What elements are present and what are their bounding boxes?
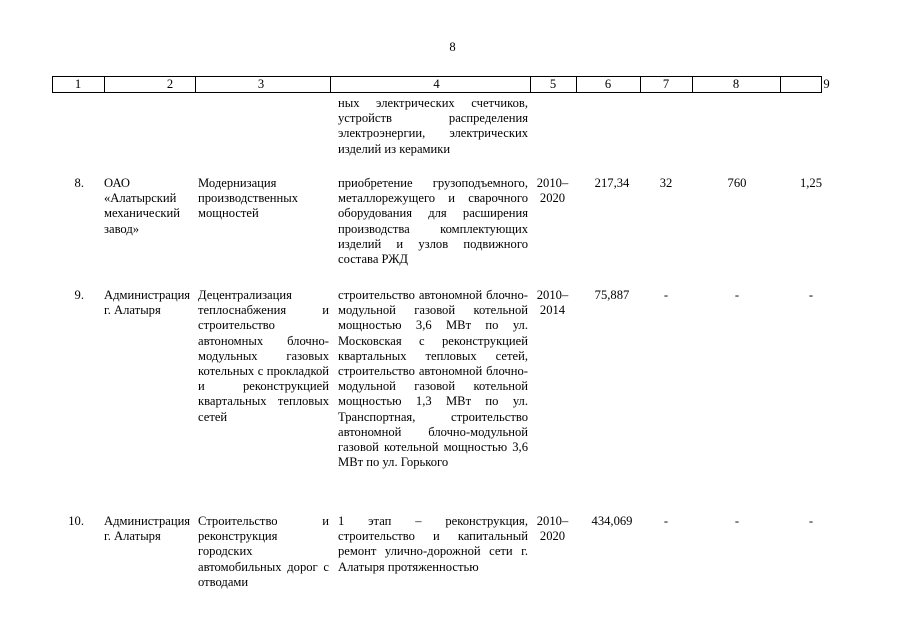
row-number: 9. (74, 288, 84, 302)
row-organization: Администрация г. Алатыря (104, 514, 191, 544)
header-col-9: 9 (823, 77, 830, 91)
row-description: 1 этап – реконструкция, строительство и капитальный ремонт улично-дорожной сети г. Алатыря протяженностью (338, 514, 528, 574)
header-col-2: 2 (166, 77, 174, 91)
header-col-6: 6 (604, 77, 612, 91)
table-header (52, 76, 830, 93)
row-organization: Администрация г. Алатыря (104, 288, 191, 318)
row-project-name: Строительство и реконструкция городских автомобильных дорог с отводами (198, 514, 329, 589)
row-years: 2010–2020 (536, 514, 569, 544)
row-col-7: - (663, 514, 669, 528)
page-number: 8 (449, 40, 456, 54)
row-sum: 217,34 (594, 176, 630, 190)
header-col-3: 3 (257, 77, 265, 91)
header-col-8: 8 (732, 77, 740, 91)
table-divider (640, 76, 641, 93)
row-years: 2010–2020 (536, 176, 569, 206)
row-col-7: 32 (659, 176, 673, 190)
row-col-9: - (808, 288, 814, 302)
table-divider (576, 76, 577, 93)
row-col-9: - (808, 514, 814, 528)
row-col-7: - (663, 288, 669, 302)
row-sum: 434,069 (591, 514, 633, 528)
row-col-8: - (734, 288, 740, 302)
header-col-5: 5 (549, 77, 557, 91)
header-col-4: 4 (433, 77, 440, 91)
row-years: 2010–2014 (536, 288, 569, 318)
row-project-name: Децентрализация теплоснабжения и строительство автономных блочно-модульных газовых котельных с прокладкой и реконструкцией квартальных тепловых сетей (198, 288, 329, 424)
table-divider (330, 76, 331, 93)
header-col-1: 1 (74, 77, 82, 91)
table-divider (821, 76, 822, 93)
row-col-9: 1,25 (799, 176, 823, 190)
row-description: приобретение грузоподъемного, металлорежущего и сварочного оборудования для расширения производства комплектующих изделий и узлов подвижного состава РЖД (338, 176, 528, 267)
row-number: 10. (68, 514, 84, 528)
continuation-description: ных электрических счетчиков, устройств распределения электроэнергии, электрических изделий из керамики (338, 96, 528, 156)
table-divider (530, 76, 531, 93)
row-number: 8. (74, 176, 84, 190)
row-col-8: 760 (727, 176, 747, 190)
header-col-7: 7 (662, 77, 670, 91)
row-organization: ОАО «Алатырский механический завод» (104, 176, 181, 236)
table-divider (195, 76, 196, 93)
row-col-8: - (734, 514, 740, 528)
row-description: строительство автономной блочно-модульной газовой котельной мощностью 3,6 МВт по ул. Московская с реконструкцией квартальных тепловых сетей, строительство автономной блочно-модульной газовой котельной мощностью 1,3 МВт по ул. Транспортная, строительство автономной блочно-модульной газовой котельной мощностью 3,6 МВт по ул. Горького (338, 288, 528, 470)
table-divider (104, 76, 105, 93)
table-divider (780, 76, 781, 93)
table-divider (52, 76, 53, 93)
row-sum: 75,887 (594, 288, 630, 302)
row-project-name: Модернизация производственных мощностей (198, 176, 299, 221)
table-divider (692, 76, 693, 93)
